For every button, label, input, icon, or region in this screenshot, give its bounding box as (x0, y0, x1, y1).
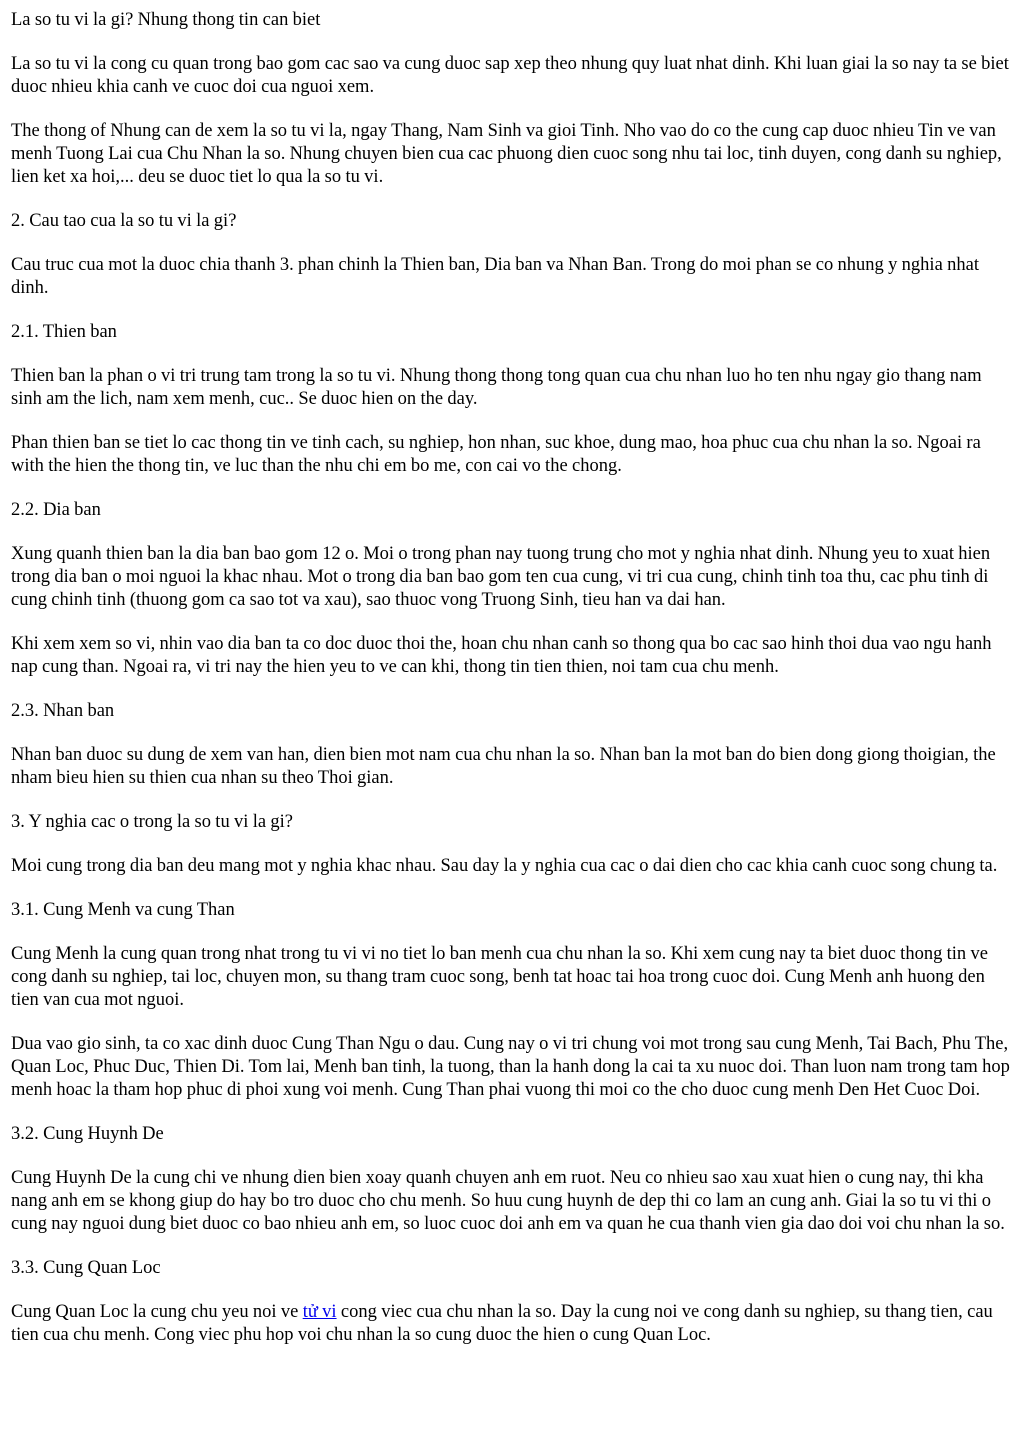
paragraph-text-after-link: cong viec cua chu nhan la so. Day la cung noi ve cong danh su nghiep, su thang tien, cau tien cua chu menh. Cong viec phu hop voi chu nhan la so cung duoc the hien o cung Quan Loc. (11, 1302, 993, 1345)
section-heading: 3.3. Cung Quan Loc (11, 1258, 161, 1278)
section-heading: 3.2. Cung Huynh De (11, 1124, 164, 1144)
paragraph: Cung Huynh De la cung chi ve nhung dien bien xoay quanh chuyen anh em ruot. Neu co nhieu sao xau xuat hien o cung nay, thi kha nang anh em se khong giup do hay bo tro duoc cho chu menh. So huu cung huynh de dep thi co lam an cung anh. Giai la so tu vi thi o cung nay nguoi dung biet duoc co bao nhieu anh em, so luoc cuoc doi anh em va quan he cua thanh vien gia dao doi voi chu nhan la so. (11, 1168, 1005, 1234)
section-heading: 2.1. Thien ban (11, 322, 117, 342)
section-heading: 2.2. Dia ban (11, 500, 101, 520)
paragraph: Khi xem xem so vi, nhin vao dia ban ta co doc duoc thoi the, hoan chu nhan canh so thong qua bo cac sao hinh thoi dua vao ngu hanh nap cung than. Ngoai ra, vi tri nay the hien yeu to ve can khi, thong tin tien thien, noi tam cua chu menh. (11, 634, 992, 677)
document-title: La so tu vi la gi? Nhung thong tin can biet (11, 10, 321, 30)
paragraph: Phan thien ban se tiet lo cac thong tin ve tinh cach, su nghiep, hon nhan, suc khoe, dung mao, hoa phuc cua chu nhan la so. Ngoai ra with the hien the thong tin, ve luc than the nhu chi em bo me, con cai vo the chong. (11, 433, 981, 476)
tu-vi-link[interactable]: tử vi (302, 1302, 337, 1322)
section-heading: 3.1. Cung Menh va cung Than (11, 900, 235, 920)
paragraph: Cau truc cua mot la duoc chia thanh 3. phan chinh la Thien ban, Dia ban va Nhan Ban. Trong do moi phan se co nhung y nghia nhat dinh. (11, 255, 979, 298)
section-heading: 2. Cau tao cua la so tu vi la gi? (11, 211, 237, 231)
paragraph: Cung Menh la cung quan trong nhat trong tu vi vi no tiet lo ban menh cua chu nhan la so. Khi xem cung nay ta biet duoc thong tin ve cong danh su nghiep, tai loc, chuyen mon, su thang tram cuoc song, benh tat hoac tai hoa trong cuoc doi. Cung Menh anh huong den tien van cua mot nguoi. (11, 944, 988, 1010)
paragraph: Moi cung trong dia ban deu mang mot y nghia khac nhau. Sau day la y nghia cua cac o dai dien cho cac khia canh cuoc song chung ta. (11, 856, 998, 876)
paragraph-text-before-link: Cung Quan Loc la cung chu yeu noi ve (11, 1302, 303, 1322)
paragraph: La so tu vi la cong cu quan trong bao gom cac sao va cung duoc sap xep theo nhung quy luat nhat dinh. Khi luan giai la so nay ta se biet duoc nhieu khia canh ve cuoc doi cua nguoi xem. (11, 54, 1009, 97)
section-heading: 2.3. Nhan ban (11, 701, 115, 721)
paragraph: Dua vao gio sinh, ta co xac dinh duoc Cung Than Ngu o dau. Cung nay o vi tri chung voi mot trong sau cung Menh, Tai Bach, Phu The, Quan Loc, Phuc Duc, Thien Di. Tom lai, Menh ban tinh, la tuong, than la hanh dong la cai ta xu nuoc doi. Than luon nam trong tam hop menh hoac la tham hop phuc di phoi xung voi menh. Cung Than phai vuong thi moi co the cho duoc cung menh Den Het Cuoc Doi. (11, 1034, 1010, 1100)
paragraph: Nhan ban duoc su dung de xem van han, dien bien mot nam cua chu nhan la so. Nhan ban la mot ban do bien dong giong thoigian, the nham bieu hien su thien cua nhan su theo Thoi gian. (11, 745, 996, 788)
paragraph: Thien ban la phan o vi tri trung tam trong la so tu vi. Nhung thong thong tong quan cua chu nhan luo ho ten nhu ngay gio thang nam sinh am the lich, nam xem menh, cuc.. Se duoc hien on the day. (11, 366, 982, 409)
paragraph-with-link (11, 1301, 1013, 1347)
paragraph: Xung quanh thien ban la dia ban bao gom 12 o. Moi o trong phan nay tuong trung cho mot y nghia nhat dinh. Nhung yeu to xuat hien trong dia ban o moi nguoi la khac nhau. Mot o trong dia ban bao gom ten cua cung, vi tri cua cung, chinh tinh toa thu, cac phu tinh di cung chinh tinh (thuong gom ca sao tot va xau), sao thuoc vong Truong Sinh, tieu han va dai han. (11, 544, 991, 610)
section-heading: 3. Y nghia cac o trong la so tu vi la gi? (11, 812, 294, 832)
paragraph: The thong of Nhung can de xem la so tu vi la, ngay Thang, Nam Sinh va gioi Tinh. Nho vao do co the cung cap duoc nhieu Tin ve van menh Tuong Lai cua Chu Nhan la so. Nhung chuyen bien cua cac phuong dien cuoc song nhu tai loc, tinh duyen, cong danh su nghiep, lien ket xa hoi,... deu se duoc tiet lo qua la so tu vi. (11, 121, 1002, 187)
